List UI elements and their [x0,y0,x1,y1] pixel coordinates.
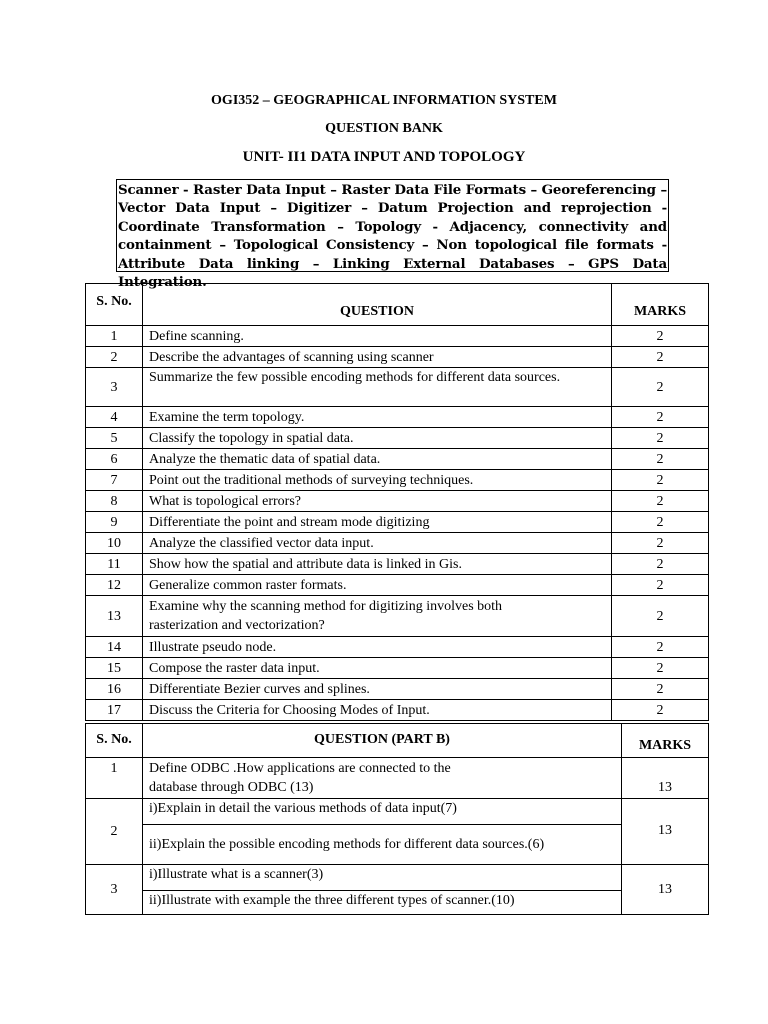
row-question: Discuss the Criteria for Choosing Modes of Input. [143,700,612,721]
row-question: Summarize the few possible encoding methods for different data sources. [143,368,612,407]
row-marks: 13 [622,799,709,865]
question-line: rasterization and vectorization? [149,618,325,633]
part-b-rows [86,758,709,915]
row-marks: 2 [612,368,709,407]
table-row [86,407,709,428]
row-marks: 2 [612,679,709,700]
row-question: Differentiate the point and stream mode digitizing [143,512,612,533]
row-sno: 11 [86,554,143,575]
table-row [86,533,709,554]
table-row [86,596,709,637]
col-header-marks-b: MARKS [622,724,709,758]
table-row [86,575,709,596]
row-sno: 2 [86,799,143,865]
row-sno: 15 [86,658,143,679]
table-row [86,449,709,470]
row-sno: 14 [86,637,143,658]
row-question: Classify the topology in spatial data. [143,428,612,449]
table-row [86,891,709,915]
table-row [86,512,709,533]
col-header-question-b: QUESTION (PART B) [143,724,622,758]
row-sno: 9 [86,512,143,533]
row-question-part-i: i)Illustrate what is a scanner(3) [143,865,622,891]
row-question: Generalize common raster formats. [143,575,612,596]
col-header-sno: S. No. [86,284,143,326]
row-marks: 2 [612,700,709,721]
row-marks: 2 [612,449,709,470]
row-question: What is topological errors? [143,491,612,512]
row-sno: 6 [86,449,143,470]
row-marks: 2 [612,554,709,575]
row-question [143,596,612,637]
row-sno: 5 [86,428,143,449]
col-header-sno-b: S. No. [86,724,143,758]
table-row [86,825,709,865]
table-row [86,658,709,679]
row-sno: 3 [86,368,143,407]
row-marks: 2 [612,575,709,596]
row-sno: 10 [86,533,143,554]
row-marks: 2 [612,637,709,658]
row-sno: 2 [86,347,143,368]
col-header-question: QUESTION [143,284,612,326]
table-row [86,637,709,658]
row-marks: 2 [612,533,709,554]
row-marks: 2 [612,347,709,368]
row-sno: 3 [86,865,143,915]
row-marks: 2 [612,596,709,637]
table-row [86,799,709,825]
row-sno: 16 [86,679,143,700]
unit-title: UNIT- II1 DATA INPUT AND TOPOLOGY [242,149,526,165]
table-row [86,700,709,721]
row-question: Compose the raster data input. [143,658,612,679]
row-question: Illustrate pseudo node. [143,637,612,658]
row-sno: 7 [86,470,143,491]
table-row [86,554,709,575]
row-marks: 2 [612,470,709,491]
row-question-part-ii: ii)Illustrate with example the three different types of scanner.(10) [143,891,622,915]
row-question: Examine the term topology. [143,407,612,428]
table-row [86,865,709,891]
table-row [86,758,709,799]
row-sno: 17 [86,700,143,721]
table-row [86,470,709,491]
row-marks: 13 [622,758,709,799]
row-question: Describe the advantages of scanning using scanner [143,347,612,368]
row-marks: 2 [612,326,709,347]
row-sno: 1 [86,326,143,347]
table-row [86,679,709,700]
row-question [143,758,622,799]
row-sno: 4 [86,407,143,428]
row-question: Point out the traditional methods of surveying techniques. [143,470,612,491]
question-line: database through ODBC (13) [149,780,314,795]
part-b-table [85,723,709,915]
part-a-rows [86,326,709,721]
question-line: Examine why the scanning method for digitizing involves both [149,599,503,614]
row-question: Analyze the classified vector data input. [143,533,612,554]
table-row [86,368,709,407]
row-marks: 2 [612,658,709,679]
document-title: QUESTION BANK [325,121,443,136]
row-question-part-ii: ii)Explain the possible encoding methods for different data sources.(6) [143,825,622,865]
part-a-table [85,283,709,721]
table-row [86,491,709,512]
col-header-marks: MARKS [612,284,709,326]
row-question: Show how the spatial and attribute data is linked in Gis. [143,554,612,575]
row-question: Define scanning. [143,326,612,347]
row-sno: 8 [86,491,143,512]
row-marks: 2 [612,428,709,449]
row-question: Analyze the thematic data of spatial data. [143,449,612,470]
row-marks: 13 [622,865,709,915]
table-row [86,326,709,347]
course-title: OGI352 – GEOGRAPHICAL INFORMATION SYSTEM [211,93,557,108]
question-line: Define ODBC .How applications are connected to the [149,761,451,776]
table-row [86,347,709,368]
row-question-part-i: i)Explain in detail the various methods of data input(7) [143,799,622,825]
row-marks: 2 [612,512,709,533]
row-marks: 2 [612,407,709,428]
table-row [86,428,709,449]
unit-topics-box: Scanner - Raster Data Input – Raster Data File Formats – Georeferencing – Vector Data Input – Digitizer – Datum Projection and reprojection -Coordinate Transformation – Topology - Adjacency, connectivity and containment – Topological Consistency – Non topological file formats - Attribute Data linking – Linking External Databases – GPS Data Integration. [116,179,669,272]
row-marks: 2 [612,491,709,512]
row-sno: 1 [86,758,143,799]
row-sno: 13 [86,596,143,637]
row-question: Differentiate Bezier curves and splines. [143,679,612,700]
row-sno: 12 [86,575,143,596]
